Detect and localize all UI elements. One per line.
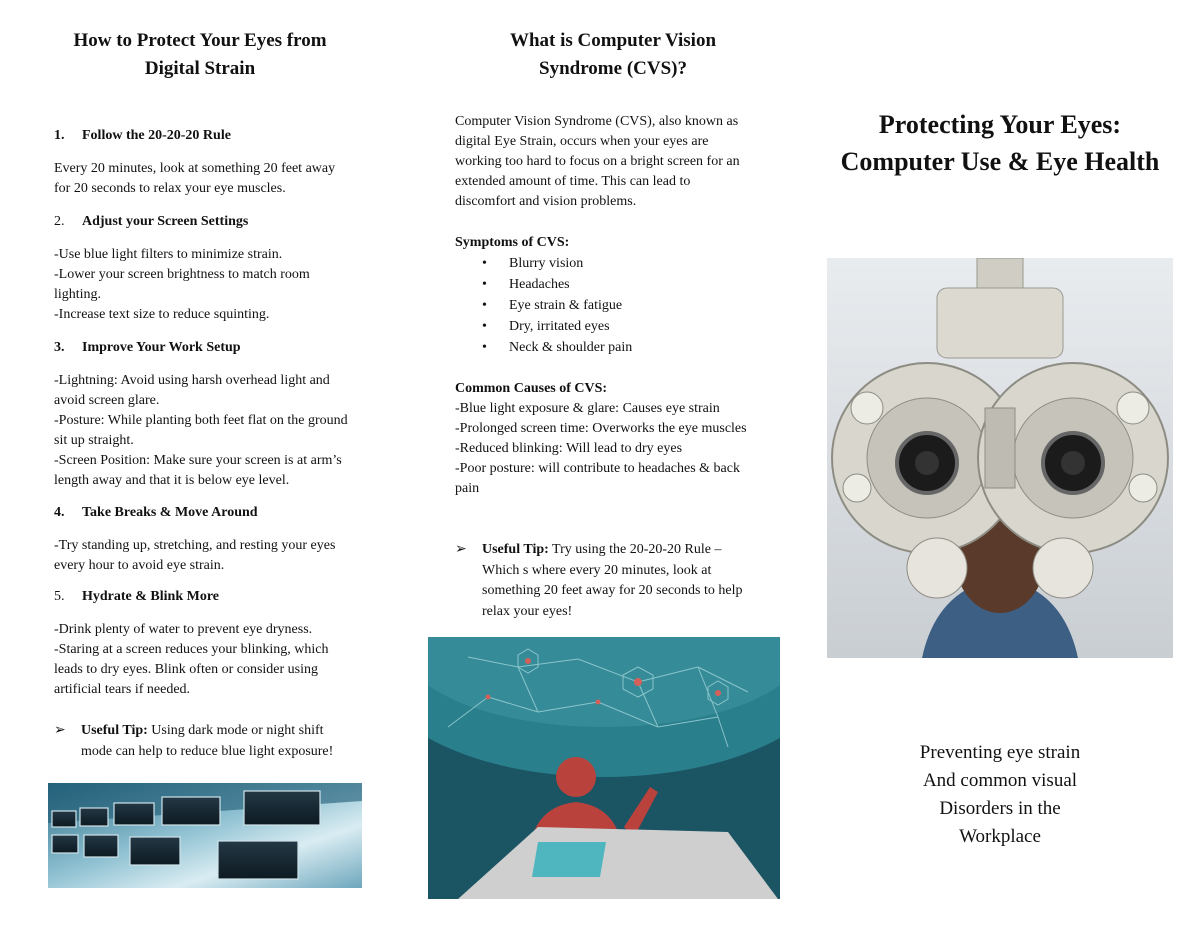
section-2: 2. Adjust your Screen Settings -Use blue light filters to minimize strain. -Lower your screen brightness to match room lighting. -Increase text size to reduce squinting. xyxy=(54,214,310,322)
symptoms-title: Symptoms of CVS: xyxy=(455,235,570,250)
symptoms-list xyxy=(455,253,785,358)
col2-heading: What is Computer Vision Syndrome (CVS)? xyxy=(509,30,717,79)
tip-arrow-icon: ➢ xyxy=(455,542,467,557)
list-item: • Neck & shoulder pain xyxy=(455,337,785,358)
list-item: • Blurry vision xyxy=(455,253,785,274)
list-item: • Dry, irritated eyes xyxy=(455,316,785,337)
cvs-intro: Computer Vision Syndrome (CVS), also known as digital Eye Strain, occurs when your eyes are working too hard to focus on a bright screen for an extended amount of time. This can lead to discomfort and vision problems. xyxy=(455,114,740,209)
section-title: Improve Your Work Setup xyxy=(82,340,241,355)
col1-useful-tip: ➢ Useful Tip: Using dark mode or night shift mode can help to reduce blue light exposure! xyxy=(54,723,334,759)
phoropter-illustration xyxy=(827,258,1173,658)
section-1: 1. Follow the 20-20-20 Rule Every 20 minutes, look at something 20 feet away for 20 seconds to relax your eye muscles. xyxy=(54,128,336,196)
causes-title: Common Causes of CVS: xyxy=(455,381,608,396)
section-title: Follow the 20-20-20 Rule xyxy=(82,128,231,143)
col2-useful-tip: ➢ Useful Tip: Try using the 20-20-20 Rule – Which s where every 20 minutes, look at something 20 feet away for 20 seconds to help relax your eyes! xyxy=(455,542,743,619)
network-illustration-image xyxy=(428,637,780,899)
phoropter-eye-exam-image xyxy=(827,258,1173,658)
list-item: • Eye strain & fatigue xyxy=(455,295,785,316)
cover-title: Protecting Your Eyes: Computer Use & Eye Health xyxy=(840,110,1160,176)
section-title: Take Breaks & Move Around xyxy=(82,505,258,520)
section-title: Adjust your Screen Settings xyxy=(82,214,249,229)
section-4: 4. Take Breaks & Move Around -Try standing up, stretching, and resting your eyes every hour to avoid eye strain. xyxy=(54,505,336,573)
section-5: 5. Hydrate & Blink More -Drink plenty of water to prevent eye dryness. -Staring at a screen reduces your blinking, which leads to dry eyes. Blink often or consider using artificial tears if needed. xyxy=(54,589,329,697)
monitors-image xyxy=(48,783,362,888)
monitors-illustration xyxy=(48,783,362,888)
tip-arrow-icon: ➢ xyxy=(54,723,66,738)
cover-subtitle: Preventing eye strain And common visual Disorders in the Workplace xyxy=(919,742,1081,847)
section-3: 3. Improve Your Work Setup -Lightning: Avoid using harsh overhead light and avoid screen glare. -Posture: While planting both feet flat on the ground sit up straight. -Screen Position: Make sure your screen is at arm’s length away and that it is below eye level. xyxy=(54,340,348,488)
section-title: Hydrate & Blink More xyxy=(82,589,220,604)
col1-heading: How to Protect Your Eyes from Digital Strain xyxy=(73,30,327,79)
network-illustration xyxy=(428,637,780,899)
list-item: • Headaches xyxy=(455,274,785,295)
causes-section: Common Causes of CVS: -Blue light exposure & glare: Causes eye strain -Prolonged screen time: Overworks the eye muscles -Reduced blinking: Will lead to dry eyes -Poor posture: will contribute to headaches & back pain xyxy=(455,381,747,496)
symptoms-section xyxy=(455,233,785,358)
